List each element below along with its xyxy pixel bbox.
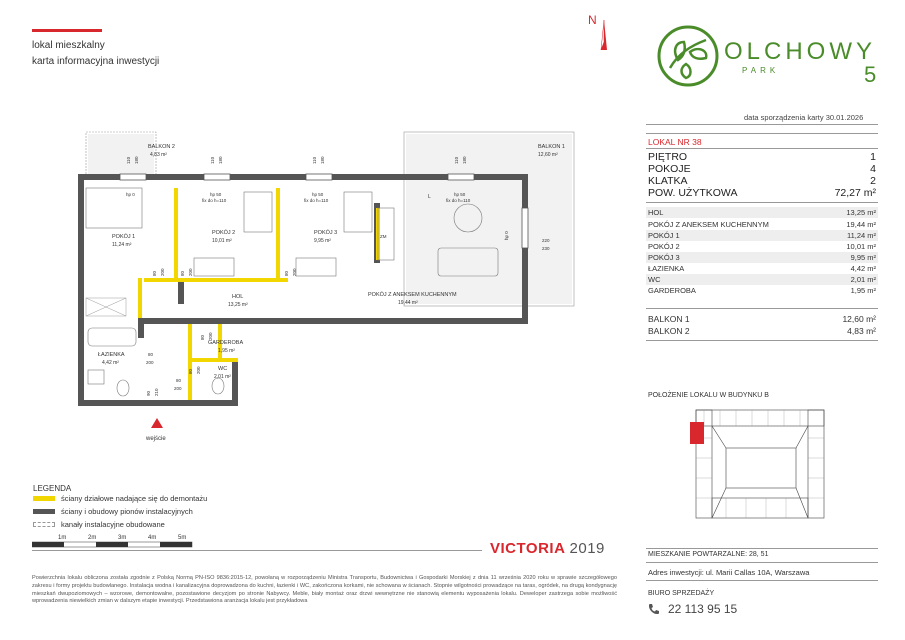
legend-swatch: [33, 496, 55, 501]
window-label: hp 0: [504, 231, 509, 240]
dim-label: 80: [148, 352, 154, 357]
dim-label: 220: [542, 238, 550, 243]
dim-label: 80: [152, 270, 157, 276]
phone-icon: [648, 603, 660, 615]
plan-room-name: ŁAZIENKA: [98, 352, 125, 358]
divider: [646, 124, 878, 125]
svg-text:5m: 5m: [178, 535, 187, 541]
summary-row: KLATKA 2: [648, 175, 876, 187]
room-row: HOL 13,25 m²: [648, 208, 876, 217]
l-label: L: [428, 194, 431, 200]
footnote: Powierzchnia lokalu obliczona została zgodnie z Polską Normą PN-ISO 9836:2015-12, powołaną w rozporządzeniu Ministra Transportu, Budownictwa i Gospodarki Morskiej z dnia 11 września 2020 roku w sprawie szczegółowego zakresu i formy projektu budowlanego. Instalacja wodna i kanalizacyjna doprowadzona do kuchni, łazienki i WC, zakończona korkami, nie schowana w ścianach. Stopnie wilgotności prowadzące na taras, ogródek, na drugą kondygnację mieszkań dwupoziomowych – wzorowe, demontowalne, pozostawione decyzjom po stronie Nabywcy. Meble, biały montaż oraz drzwi wewnętrzne nie stanowią elementu wyposażenia lokalu. Deweloper zastrzega sobie możliwość wprowadzenia niewielkich zmian w dalszym etapie inwestycji. Przedstawiona aranżacja lokalu jest przykładowa: [32, 575, 617, 605]
dim-label: 110: [126, 156, 131, 164]
north-label: N: [588, 13, 597, 27]
window-label: hp 0: [126, 192, 135, 197]
room-row: WC 2,01 m²: [648, 275, 876, 284]
dim-label: 180: [134, 156, 139, 164]
plan-room-area: 2,01 m²: [214, 374, 231, 380]
dim-label: 200: [160, 268, 165, 276]
legend-item: ściany działowe nadające się do demontażu: [33, 494, 207, 503]
dim-label: 110: [312, 156, 317, 164]
divider: [646, 340, 878, 341]
plan-room-name: WC: [218, 366, 228, 372]
plan-room-area: 4,42 m²: [102, 360, 119, 366]
dim-label: 200: [208, 332, 213, 340]
svg-text:1m: 1m: [58, 535, 67, 541]
investment-address: Adres inwestycji: ul. Marii Callas 10A, Warszawa: [648, 568, 810, 577]
shaft-label: ZM: [380, 234, 387, 239]
scale-bar: [32, 532, 197, 552]
divider: [646, 133, 878, 134]
north-arrow-icon: [588, 12, 618, 52]
dim-label: 180: [462, 156, 467, 164]
header-line-1: lokal mieszkalny: [32, 40, 105, 51]
summary-row: POKOJE 4: [648, 163, 876, 175]
plan-room-area: 10,01 m²: [212, 238, 232, 244]
window-label: fix do h=110: [202, 198, 227, 203]
plan-room-area: 9,95 m²: [314, 238, 331, 244]
plan-room-name: POKÓJ 3: [314, 230, 338, 236]
room-row: POKÓJ 3 9,95 m²: [648, 253, 876, 262]
legend-swatch: [33, 509, 55, 514]
repeat-units: MIESZKANIE POWTARZALNE: 28, 51: [648, 551, 769, 558]
olchowy-leaf-logo-icon: [656, 24, 720, 88]
sales-phone[interactable]: 22 113 95 15: [648, 602, 737, 616]
dim-label: 200: [292, 268, 297, 276]
dim-label: 180: [320, 156, 325, 164]
summary-row: POW. UŻYTKOWA 72,27 m²: [648, 187, 876, 199]
floor-plan: [68, 118, 588, 448]
plan-room-name: POKÓJ Z ANEKSEM KUCHENNYM: [368, 292, 457, 298]
dim-label: 200: [146, 360, 154, 365]
plan-room-area: 13,25 m²: [228, 302, 248, 308]
divider: [646, 308, 878, 309]
plan-room-area: 1,95 m²: [218, 348, 235, 354]
plan-room-name: POKÓJ 1: [112, 234, 136, 240]
summary-row: PIĘTRO 1: [648, 151, 876, 163]
dim-label: 80: [188, 368, 193, 374]
card-date: data sporządzenia karty 30.01.2026: [744, 113, 864, 122]
room-row: GARDEROBA 1,95 m²: [648, 286, 876, 295]
dim-label: 180: [218, 156, 223, 164]
balcony-row: BALKON 2 4,83 m²: [648, 326, 876, 336]
plan-room-name: BALKON 2: [148, 144, 175, 150]
brand-sub: PARK: [742, 66, 780, 75]
brand-number: 5: [864, 62, 877, 87]
plan-room-name: BALKON 1: [538, 144, 565, 150]
sales-title: BIURO SPRZEDAŻY: [648, 590, 715, 597]
svg-text:2m: 2m: [88, 535, 97, 541]
plan-room-area: 19,44 m²: [398, 300, 418, 306]
header-accent-bar: [32, 29, 102, 32]
dim-label: 110: [210, 156, 215, 164]
dim-label: 200: [174, 386, 182, 391]
room-row: POKÓJ Z ANEKSEM KUCHENNYM 19,44 m²: [648, 220, 876, 229]
divider: [646, 148, 878, 149]
divider: [646, 562, 878, 563]
window-label: hp 50: [210, 192, 222, 197]
victoria-logo: VICTORIA 2019: [490, 540, 605, 557]
dim-label: 80: [200, 334, 205, 340]
dim-label: 230: [542, 246, 550, 251]
entrance-label: wejście: [146, 436, 166, 442]
legend-item: kanały instalacyjne obudowane: [33, 520, 165, 529]
window-label: hp 50: [454, 192, 466, 197]
legend-item: ściany i obudowy pionów instalacyjnych: [33, 507, 193, 516]
plan-room-name: GARDEROBA: [208, 340, 244, 346]
balcony-row: BALKON 1 12,60 m²: [648, 314, 876, 324]
window-label: hp 50: [312, 192, 324, 197]
room-row: POKÓJ 2 10,01 m²: [648, 242, 876, 251]
plan-room-name: HOL: [232, 294, 244, 300]
dim-label: 200: [196, 366, 201, 374]
plan-room-area: 4,83 m²: [150, 152, 167, 158]
window-label: fix do h=110: [304, 198, 329, 203]
dim-label: 80: [284, 270, 289, 276]
dim-label: 200: [188, 268, 193, 276]
position-title: POŁOŻENIE LOKALU W BUDYNKU B: [648, 392, 769, 399]
brand-name: OLCHOWY: [724, 38, 877, 65]
dim-label: 90: [146, 390, 151, 396]
svg-text:4m: 4m: [148, 535, 157, 541]
building-key-plan: [686, 408, 836, 526]
legend-swatch: [33, 522, 55, 527]
dim-label: 80: [176, 378, 182, 383]
header-line-2: karta informacyjna inwestycji: [32, 56, 160, 67]
divider: [646, 202, 878, 203]
window-label: fix do h=110: [446, 198, 471, 203]
divider: [32, 550, 482, 551]
dim-label: 80: [180, 270, 185, 276]
plan-room-area: 12,60 m²: [538, 152, 558, 158]
plan-room-area: 11,24 m²: [112, 242, 132, 248]
dim-label: 110: [454, 156, 459, 164]
lokal-number: LOKAL NR 38: [648, 137, 702, 147]
dim-label: 210: [154, 388, 159, 396]
svg-text:3m: 3m: [118, 535, 127, 541]
room-row: POKÓJ 1 11,24 m²: [648, 231, 876, 240]
plan-room-name: POKÓJ 2: [212, 230, 236, 236]
legend-title: LEGENDA: [33, 484, 72, 493]
divider: [646, 580, 878, 581]
divider: [646, 548, 878, 549]
room-row: ŁAZIENKA 4,42 m²: [648, 264, 876, 273]
